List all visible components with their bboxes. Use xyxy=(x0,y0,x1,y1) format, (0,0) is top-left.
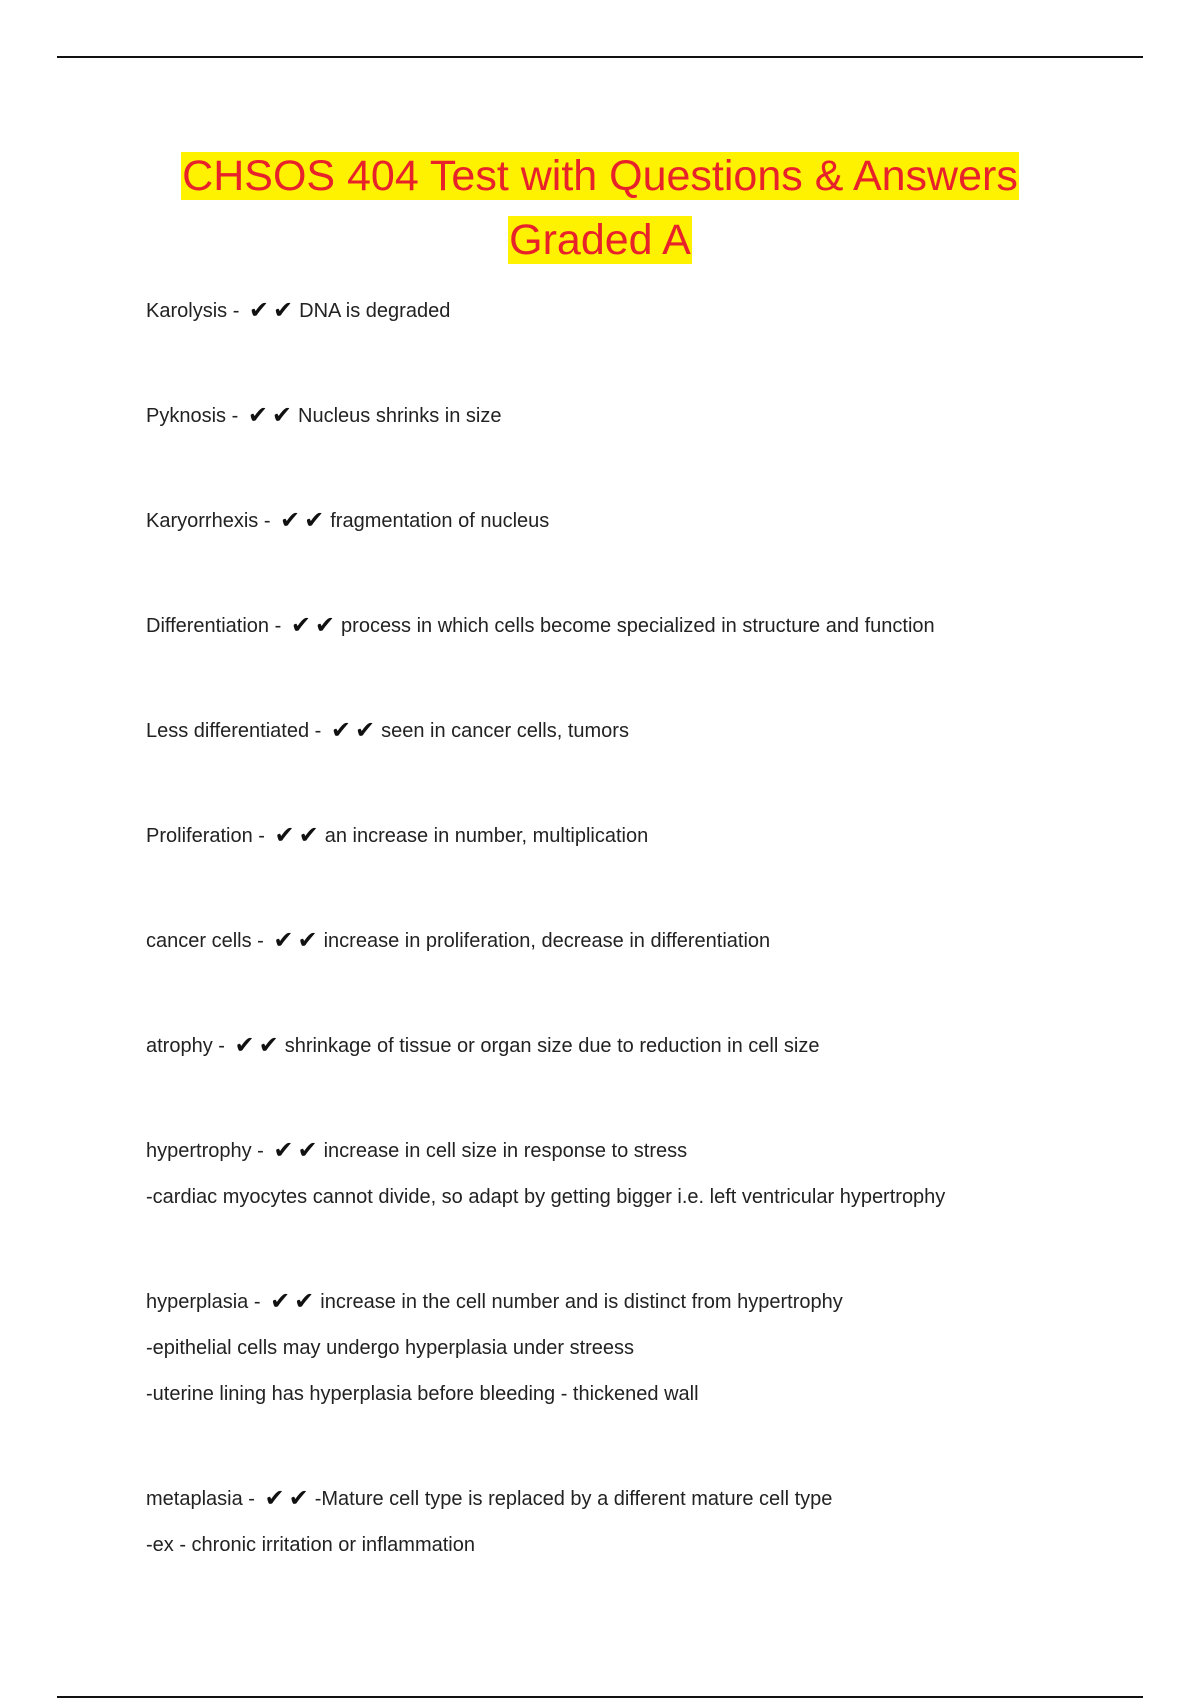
qa-line xyxy=(146,1476,1146,1522)
answer: fragmentation of nucleus xyxy=(330,510,550,532)
qa-line xyxy=(146,813,1146,859)
document-title xyxy=(0,144,1200,272)
answer: increase in proliferation, decrease in differentiation xyxy=(323,930,771,952)
term: Pyknosis - xyxy=(146,405,244,427)
term: atrophy - xyxy=(146,1035,231,1057)
qa-entry xyxy=(146,1023,1146,1069)
answer: increase in the cell number and is distinct from hypertrophy xyxy=(320,1291,843,1313)
title-line-1: CHSOS 404 Test with Questions & Answers xyxy=(182,152,1018,200)
answer: process in which cells become specialized in structure and function xyxy=(341,615,935,637)
answer: increase in cell size in response to stress xyxy=(323,1140,688,1162)
qa-entry xyxy=(146,603,1146,649)
double-check-icon: ✔✔ xyxy=(274,822,323,849)
qa-list xyxy=(146,288,1146,1627)
qa-line xyxy=(146,393,1146,439)
term: Karolysis - xyxy=(146,300,245,322)
qa-line xyxy=(146,498,1146,544)
qa-line xyxy=(146,1279,1146,1325)
double-check-icon: ✔✔ xyxy=(273,927,322,954)
qa-entry xyxy=(146,813,1146,859)
double-check-icon: ✔✔ xyxy=(270,1288,319,1315)
term: Differentiation - xyxy=(146,615,287,637)
qa-line xyxy=(146,708,1146,754)
double-check-icon: ✔✔ xyxy=(290,612,340,639)
qa-line xyxy=(146,1023,1146,1069)
qa-extra-line: -uterine lining has hyperplasia before bleeding - thickened wall xyxy=(146,1383,699,1405)
qa-entry xyxy=(146,498,1146,544)
term: hypertrophy - xyxy=(146,1140,270,1162)
qa-entry xyxy=(146,708,1146,754)
qa-line xyxy=(146,918,1146,964)
qa-extra-line: -ex - chronic irritation or inflammation xyxy=(146,1534,475,1556)
double-check-icon: ✔✔ xyxy=(248,297,298,324)
qa-entry xyxy=(146,1128,1146,1220)
answer: seen in cancer cells, tumors xyxy=(381,720,629,742)
answer: -Mature cell type is replaced by a different mature cell type xyxy=(314,1488,833,1510)
footer-rule xyxy=(57,1696,1143,1698)
term: Proliferation - xyxy=(146,825,271,847)
term: Less differentiated - xyxy=(146,720,327,742)
qa-extra-line: -cardiac myocytes cannot divide, so adapt by getting bigger i.e. left ventricular hypertrophy xyxy=(146,1186,946,1208)
qa-entry xyxy=(146,393,1146,439)
answer: DNA is degraded xyxy=(299,300,451,322)
term: Karyorrhexis - xyxy=(146,510,277,532)
qa-line xyxy=(146,288,1146,334)
double-check-icon: ✔✔ xyxy=(247,402,297,429)
qa-extra-line: -epithelial cells may undergo hyperplasia under streess xyxy=(146,1337,635,1359)
term: metaplasia - xyxy=(146,1488,261,1510)
answer: shrinkage of tissue or organ size due to reduction in cell size xyxy=(284,1035,820,1057)
answer: Nucleus shrinks in size xyxy=(298,405,502,427)
qa-entry xyxy=(146,1476,1146,1568)
title-line-2: Graded A xyxy=(509,216,691,264)
term: cancer cells - xyxy=(146,930,270,952)
qa-entry xyxy=(146,1279,1146,1417)
double-check-icon: ✔✔ xyxy=(264,1485,313,1512)
term: hyperplasia - xyxy=(146,1291,267,1313)
qa-line xyxy=(146,1128,1146,1174)
double-check-icon: ✔✔ xyxy=(234,1032,283,1059)
qa-entry xyxy=(146,918,1146,964)
double-check-icon: ✔✔ xyxy=(330,717,380,744)
qa-line xyxy=(146,603,1146,649)
header-rule xyxy=(57,56,1143,58)
double-check-icon: ✔✔ xyxy=(273,1137,322,1164)
double-check-icon: ✔✔ xyxy=(280,507,329,534)
answer: an increase in number, multiplication xyxy=(324,825,649,847)
qa-entry xyxy=(146,288,1146,334)
